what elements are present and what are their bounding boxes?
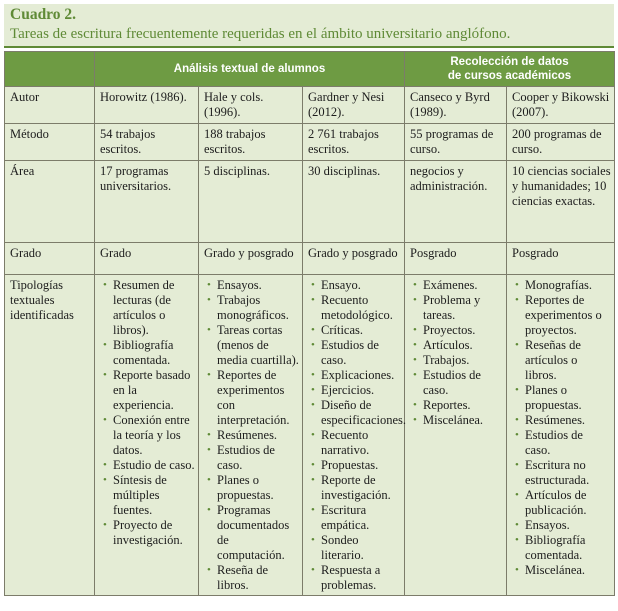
list-item-text: Reportes. [423, 398, 471, 412]
bullet-icon: • [207, 429, 211, 441]
group-header-recoleccion-line2: de cursos académicos [447, 70, 572, 82]
list-item [100, 473, 195, 518]
list-item [410, 293, 503, 323]
list-item-text: Ensayo. [321, 278, 361, 292]
bullet-icon: • [207, 294, 211, 306]
bullet-list [204, 278, 299, 593]
bullet-icon: • [207, 279, 211, 291]
bullet-icon: • [515, 339, 519, 351]
bullet-icon: • [413, 324, 417, 336]
bullet-icon: • [311, 564, 315, 576]
list-item-text: Bibliografía comentada. [525, 533, 586, 562]
list-item [512, 293, 611, 338]
cell-autor: Cooper y Bikowski (2007). [507, 87, 615, 124]
list-item-text: Tareas cortas (menos de media cuartilla). [217, 323, 299, 367]
list-item-text: Artículos. [423, 338, 473, 352]
list-item-text: Estudios de caso. [525, 428, 583, 457]
list-item [308, 458, 401, 473]
list-item-text: Exámenes. [423, 278, 478, 292]
bullet-icon: • [515, 489, 519, 501]
bullet-icon: • [413, 399, 417, 411]
group-header-blank [5, 52, 95, 87]
list-item-text: Trabajos. [423, 353, 470, 367]
list-item [512, 278, 611, 293]
list-item [410, 398, 503, 413]
row-metodo [5, 124, 615, 161]
list-item-text: Estudios de caso. [321, 338, 379, 367]
list-item [308, 368, 401, 383]
bullet-icon: • [311, 459, 315, 471]
bullet-list [512, 278, 611, 578]
list-item [308, 563, 401, 593]
list-item [204, 563, 299, 593]
list-item-text: Problema y tareas. [423, 293, 481, 322]
list-item-text: Escritura no estructurada. [525, 458, 590, 487]
list-item-text: Reporte de investigación. [321, 473, 391, 502]
list-item [204, 428, 299, 443]
bullet-icon: • [311, 534, 315, 546]
list-item [512, 428, 611, 458]
list-item-text: Proyectos. [423, 323, 476, 337]
list-item-text: Recuento metodológico. [321, 293, 393, 322]
bullet-icon: • [515, 519, 519, 531]
cell-autor: Canseco y Byrd (1989). [405, 87, 507, 124]
list-item-text: Sondeo literario. [321, 533, 364, 562]
list-item-text: Trabajos monográficos. [217, 293, 289, 322]
bullet-icon: • [103, 339, 107, 351]
bullet-icon: • [515, 459, 519, 471]
list-item [308, 428, 401, 458]
list-item-text: Estudio de caso. [113, 458, 195, 472]
bullet-icon: • [515, 534, 519, 546]
bullet-icon: • [311, 339, 315, 351]
list-item [100, 368, 195, 413]
list-item-text: Propuestas. [321, 458, 379, 472]
list-item [308, 503, 401, 533]
list-item [308, 383, 401, 398]
row-autor [5, 87, 615, 124]
bullet-icon: • [515, 429, 519, 441]
bullet-icon: • [311, 294, 315, 306]
list-item [512, 518, 611, 533]
list-item [410, 413, 503, 428]
bullet-icon: • [515, 294, 519, 306]
bullet-list [308, 278, 407, 593]
cell-tipologias [199, 275, 303, 596]
list-item-text: Estudios de caso. [217, 443, 275, 472]
cell-tipologias [95, 275, 199, 596]
list-item [204, 443, 299, 473]
list-item [308, 533, 401, 563]
cell-area: 17 programas universitarios. [95, 161, 199, 243]
list-item [204, 293, 299, 323]
cell-metodo: 188 trabajos escritos. [199, 124, 303, 161]
list-item-text: Resúmenes. [525, 413, 586, 427]
caption-subtitle: Tareas de escritura frecuentemente requeridas en el ámbito universitario anglófono. [10, 26, 511, 42]
bullet-icon: • [103, 519, 107, 531]
cell-autor: Horowitz (1986). [95, 87, 199, 124]
list-item-text: Escritura empática. [321, 503, 370, 532]
list-item [100, 338, 195, 368]
list-item [308, 278, 401, 293]
list-item [410, 353, 503, 368]
list-item [512, 413, 611, 428]
row-label-grado: Grado [5, 243, 95, 275]
table-caption [4, 4, 614, 48]
list-item [512, 458, 611, 488]
bullet-icon: • [103, 369, 107, 381]
list-item [512, 533, 611, 563]
cell-grado: Grado [95, 243, 199, 275]
cell-metodo: 55 programas de curso. [405, 124, 507, 161]
bullet-icon: • [207, 564, 211, 576]
bullet-icon: • [207, 504, 211, 516]
bullet-icon: • [413, 294, 417, 306]
row-label-area: Área [5, 161, 95, 243]
cell-tipologias [507, 275, 615, 596]
row-label-tipologias: Tipologías textuales identificadas [5, 275, 95, 596]
list-item-text: Ensayos. [217, 278, 262, 292]
list-item-text: Bibliografía comentada. [113, 338, 174, 367]
bullet-icon: • [311, 429, 315, 441]
list-item-text: Reseña de libros. [217, 563, 269, 592]
row-label-autor: Autor [5, 87, 95, 124]
cell-metodo: 2 761 trabajos escritos. [303, 124, 405, 161]
list-item [204, 323, 299, 368]
writing-tasks-table [4, 51, 615, 596]
row-grado [5, 243, 615, 275]
bullet-icon: • [311, 279, 315, 291]
cell-grado: Posgrado [405, 243, 507, 275]
cell-tipologias [303, 275, 405, 596]
list-item [410, 338, 503, 353]
list-item [512, 488, 611, 518]
bullet-icon: • [103, 459, 107, 471]
list-item [100, 518, 195, 548]
bullet-icon: • [207, 369, 211, 381]
group-header-recoleccion [405, 52, 615, 87]
bullet-list [410, 278, 503, 428]
list-item-text: Diseño de especificaciones. [321, 398, 407, 427]
cell-area: negocios y administración. [405, 161, 507, 243]
list-item-text: Conexión entre la teoría y los datos. [113, 413, 190, 457]
cell-grado: Grado y posgrado [199, 243, 303, 275]
bullet-icon: • [413, 339, 417, 351]
cell-autor: Gardner y Nesi (2012). [303, 87, 405, 124]
list-item-text: Programas documentados de computación. [217, 503, 290, 562]
list-item [308, 293, 401, 323]
list-item [410, 323, 503, 338]
bullet-icon: • [311, 504, 315, 516]
bullet-icon: • [515, 564, 519, 576]
list-item [512, 338, 611, 383]
caption-title: Cuadro 2. [10, 6, 77, 23]
row-tipologias [5, 275, 615, 596]
group-header-recoleccion-line1: Recolección de datos [450, 56, 569, 68]
bullet-icon: • [413, 354, 417, 366]
list-item [308, 473, 401, 503]
list-item [204, 278, 299, 293]
list-item-text: Ensayos. [525, 518, 570, 532]
list-item [204, 473, 299, 503]
list-item-text: Ejercicios. [321, 383, 375, 397]
list-item [308, 323, 401, 338]
list-item-text: Reporte basado en la experiencia. [113, 368, 191, 412]
list-item [204, 368, 299, 428]
row-label-metodo: Método [5, 124, 95, 161]
cell-area: 10 ciencias sociales y humanidades; 10 ciencias exactas. [507, 161, 615, 243]
list-item-text: Reseñas de artículos o libros. [525, 338, 581, 382]
list-item-text: Estudios de caso. [423, 368, 481, 397]
list-item-text: Planes o propuestas. [525, 383, 582, 412]
bullet-icon: • [311, 384, 315, 396]
bullet-icon: • [103, 414, 107, 426]
list-item-text: Críticas. [321, 323, 364, 337]
cell-area: 30 disciplinas. [303, 161, 405, 243]
list-item [100, 278, 195, 338]
list-item [100, 413, 195, 458]
list-item [204, 503, 299, 563]
list-item-text: Reportes de experimentos con interpretación. [217, 368, 290, 427]
bullet-icon: • [413, 414, 417, 426]
cell-tipologias [405, 275, 507, 596]
cell-area: 5 disciplinas. [199, 161, 303, 243]
cell-grado: Grado y posgrado [303, 243, 405, 275]
bullet-icon: • [413, 279, 417, 291]
bullet-icon: • [311, 399, 315, 411]
bullet-icon: • [207, 474, 211, 486]
list-item-text: Miscelánea. [525, 563, 586, 577]
cell-metodo: 200 programas de curso. [507, 124, 615, 161]
group-header-analisis: Análisis textual de alumnos [95, 52, 405, 87]
bullet-icon: • [103, 474, 107, 486]
list-item-text: Resúmenes. [217, 428, 278, 442]
bullet-icon: • [515, 384, 519, 396]
list-item-text: Miscelánea. [423, 413, 484, 427]
bullet-icon: • [515, 279, 519, 291]
cell-autor: Hale y cols. (1996). [199, 87, 303, 124]
bullet-icon: • [207, 324, 211, 336]
bullet-icon: • [515, 414, 519, 426]
cell-grado: Posgrado [507, 243, 615, 275]
list-item-text: Respuesta a problemas. [321, 563, 381, 592]
bullet-list [100, 278, 195, 548]
bullet-icon: • [103, 279, 107, 291]
bullet-icon: • [413, 369, 417, 381]
list-item-text: Recuento narrativo. [321, 428, 370, 457]
bullet-icon: • [311, 369, 315, 381]
list-item-text: Reportes de experimentos o proyectos. [525, 293, 602, 337]
list-item-text: Artículos de publicación. [525, 488, 587, 517]
list-item-text: Proyecto de investigación. [113, 518, 183, 547]
bullet-icon: • [311, 324, 315, 336]
row-area [5, 161, 615, 243]
list-item [512, 563, 611, 578]
list-item [512, 383, 611, 413]
list-item-text: Síntesis de múltiples fuentes. [113, 473, 167, 517]
list-item-text: Planes o propuestas. [217, 473, 274, 502]
list-item [410, 368, 503, 398]
list-item-text: Resumen de lecturas (de artículos o libros). [113, 278, 175, 337]
list-item [308, 398, 407, 428]
group-header-row [5, 52, 615, 87]
bullet-icon: • [207, 444, 211, 456]
list-item-text: Monografías. [525, 278, 592, 292]
bullet-icon: • [311, 474, 315, 486]
list-item [100, 458, 195, 473]
list-item [410, 278, 503, 293]
list-item-text: Explicaciones. [321, 368, 395, 382]
cell-metodo: 54 trabajos escritos. [95, 124, 199, 161]
list-item [308, 338, 401, 368]
